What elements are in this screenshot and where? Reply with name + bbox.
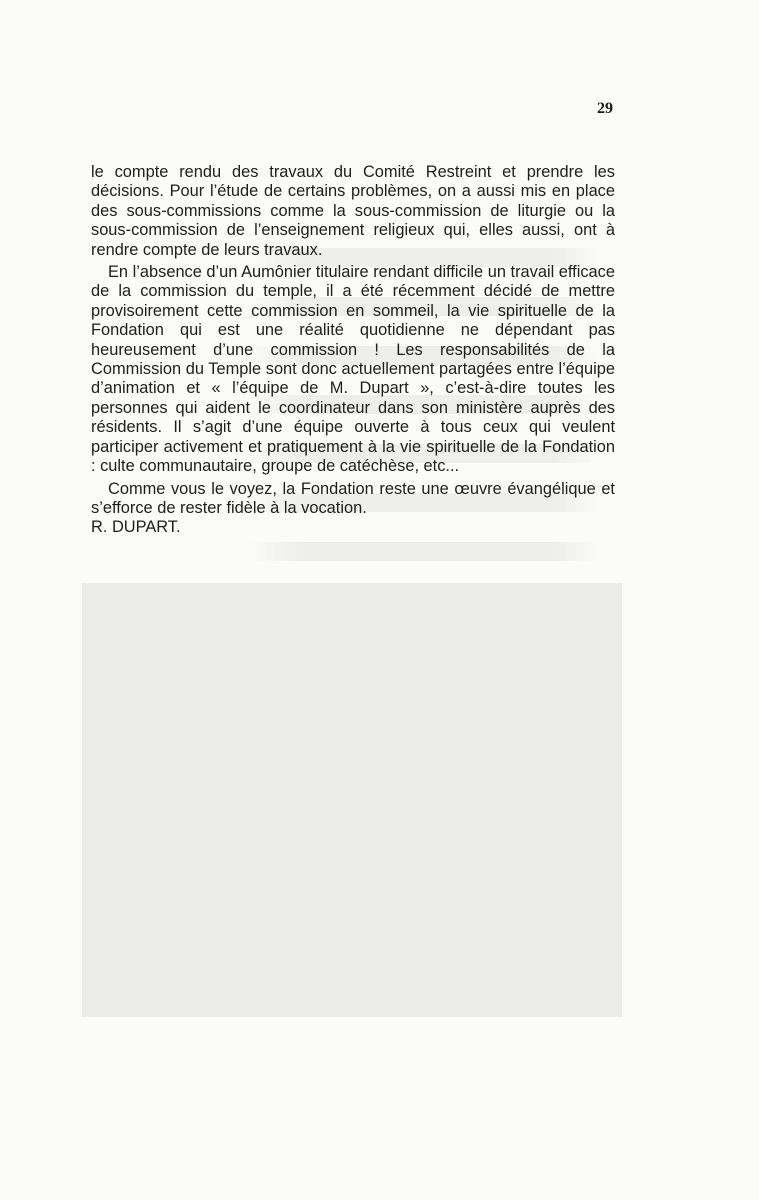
blank-gray-panel — [82, 583, 622, 1017]
paragraph-2: En l’absence d’un Aumônier titulaire rendant difficile un travail efficace de la commission du temple, il a été récemment décidé de mettre provisoirement cette commission en sommeil, la vie spirituelle de la Fondation qui est une réalité quotidienne ne dépendant pas heureusement d’une commission ! Les responsabilités de la Commission du Temple sont donc actuellement partagées entre l’équipe d’animation et « l’équipe de M. Dupart », c’est-à-dire toutes les personnes qui aident le coordinateur dans son ministère auprès des résidents. Il s’agit d’une équipe ouverte à tous ceux qui veulent participer activement et pratiquement à la vie spirituelle de la Fondation : culte communautaire, groupe de catéchèse, etc... — [91, 263, 615, 476]
article-body — [91, 163, 615, 538]
paragraph-1: le compte rendu des travaux du Comité Restreint et prendre les décisions. Pour l’étude de certains problèmes, on a aussi mis en place des sous-commissions comme la sous-commission de liturgie ou la sous-commission de l’enseignement religieux qui, elles aussi, ont à rendre compte de leurs travaux. — [91, 163, 615, 259]
signature: R. DUPART. — [91, 518, 181, 537]
paragraph-3: Comme vous le voyez, la Fondation reste une œuvre évangélique et s’efforce de rester fidèle à la vocation. — [91, 479, 615, 517]
page-number: 29 — [597, 100, 613, 117]
